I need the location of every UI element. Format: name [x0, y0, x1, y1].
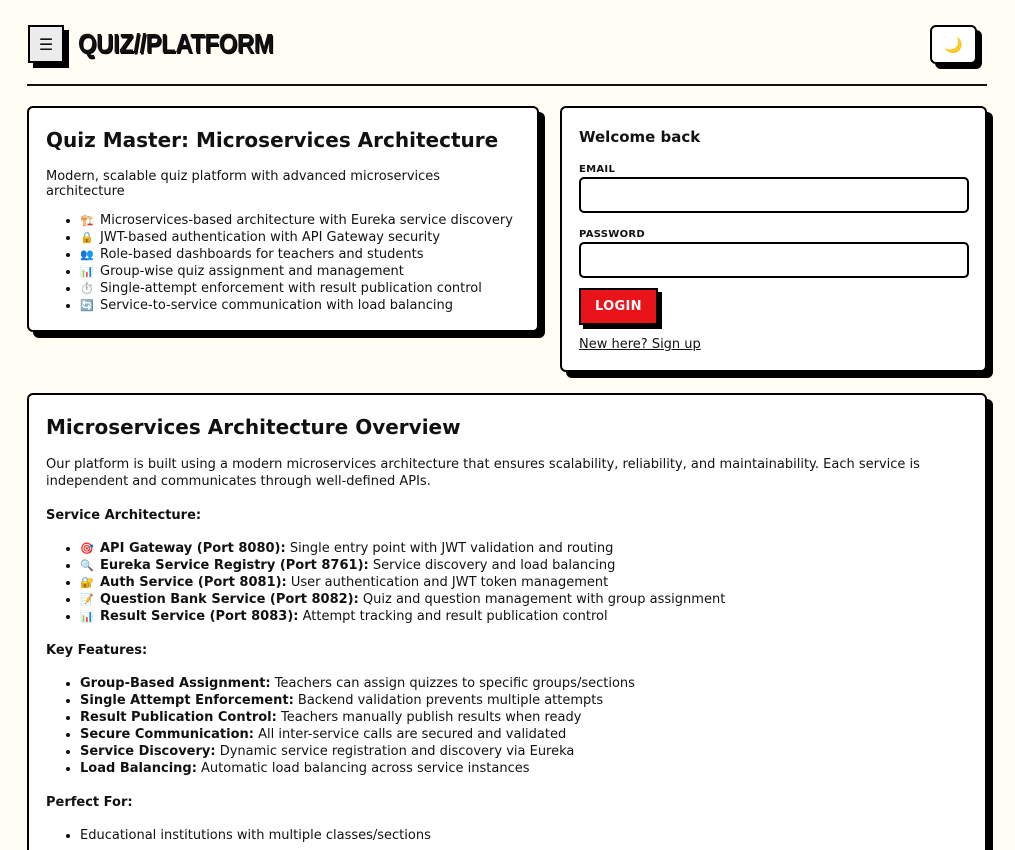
feature-text: JWT-based authentication with API Gateway security	[100, 230, 441, 245]
login-card	[560, 106, 987, 372]
list-item	[80, 263, 520, 280]
feature-name: Group-Based Assignment:	[80, 676, 271, 691]
theme-toggle-button[interactable]	[930, 25, 977, 64]
perfect-heading: Perfect For:	[46, 795, 133, 810]
construction-icon: 🏗️	[80, 214, 94, 227]
bar-chart-icon: 📊	[80, 610, 94, 623]
list-item	[80, 540, 968, 557]
service-desc: Quiz and question management with group assignment	[358, 592, 726, 607]
feature-desc: All inter-service calls are secured and validated	[253, 727, 567, 742]
feature-name: Service Discovery:	[80, 744, 216, 759]
feature-text: Service-to-service communication with load balancing	[100, 298, 453, 313]
signup-link[interactable]: New here? Sign up	[579, 337, 701, 352]
service-desc: Attempt tracking and result publication control	[298, 609, 608, 624]
hero-title: Quiz Master: Microservices Architecture	[46, 128, 499, 152]
list-item	[80, 760, 968, 777]
feature-text: Role-based dashboards for teachers and students	[100, 247, 424, 262]
key-feature-list	[46, 675, 968, 777]
list-item	[80, 574, 968, 591]
memo-icon: 📝	[80, 593, 94, 606]
feature-desc: Dynamic service registration and discovery via Eureka	[215, 744, 575, 759]
service-name: Eureka Service Registry (Port 8761):	[100, 558, 369, 573]
hamburger-icon: ☰	[38, 34, 54, 54]
email-field[interactable]	[579, 177, 969, 213]
list-item	[80, 557, 968, 574]
service-desc: Single entry point with JWT validation and routing	[285, 541, 614, 556]
list-item: • Educational institutions with multiple classes/sections	[80, 827, 968, 844]
menu-button[interactable]	[28, 25, 64, 63]
feature-desc: Automatic load balancing across service instances	[196, 761, 530, 776]
feature-name: Load Balancing:	[80, 761, 197, 776]
lock-key-icon: 🔐	[80, 576, 94, 589]
feature-desc: Teachers can assign quizzes to specific groups/sections	[270, 676, 635, 691]
list-item	[80, 743, 968, 760]
list-item	[80, 280, 520, 297]
feature-desc: Backend validation prevents multiple attempts	[293, 693, 604, 708]
magnifier-icon: 🔍	[80, 559, 94, 572]
overview-intro: Our platform is built using a modern microservices architecture that ensures scalability, reliability, and maintainability. Each service is independent and communicates through well-defined APIs.	[46, 457, 920, 489]
feature-name: Result Publication Control:	[80, 710, 277, 725]
list-item	[80, 692, 968, 709]
service-heading: Service Architecture:	[46, 508, 202, 523]
list-item	[80, 591, 968, 608]
service-name: Result Service (Port 8083):	[100, 609, 299, 624]
feature-text: Single-attempt enforcement with result publication control	[100, 281, 482, 296]
list-item	[80, 709, 968, 726]
password-label: PASSWORD	[579, 229, 646, 240]
target-icon: 🎯	[80, 542, 94, 555]
list-item	[80, 229, 520, 246]
perfect-for-list	[46, 827, 968, 844]
list-item	[80, 608, 968, 625]
refresh-icon: 🔄	[80, 299, 94, 312]
password-field[interactable]	[579, 242, 969, 278]
hero-card	[27, 106, 539, 332]
hero-subtitle: Modern, scalable quiz platform with advanced microservices architecture	[46, 169, 441, 199]
hero-feature-list	[46, 212, 520, 314]
bar-chart-icon: 📊	[80, 265, 94, 278]
login-button[interactable]: LOGIN	[579, 288, 658, 325]
list-item	[80, 726, 968, 743]
feature-text: Microservices-based architecture with Eureka service discovery	[100, 213, 513, 228]
moon-icon: 🌙	[944, 35, 963, 54]
features-heading: Key Features:	[46, 643, 148, 658]
service-desc: Service discovery and load balancing	[368, 558, 616, 573]
list-item	[80, 246, 520, 263]
service-desc: User authentication and JWT token management	[286, 575, 609, 590]
service-name: Question Bank Service (Port 8082):	[100, 592, 359, 607]
login-title: Welcome back	[579, 128, 701, 146]
brand-logo: QUIZ//PLATFORM	[78, 29, 274, 60]
header-divider	[27, 84, 987, 86]
list-item	[80, 297, 520, 314]
users-icon: 👥	[80, 248, 94, 261]
service-name: API Gateway (Port 8080):	[100, 541, 286, 556]
list-item	[80, 675, 968, 692]
stopwatch-icon: ⏱️	[80, 282, 94, 295]
feature-name: Single Attempt Enforcement:	[80, 693, 294, 708]
overview-title: Microservices Architecture Overview	[46, 415, 461, 439]
feature-name: Secure Communication:	[80, 727, 254, 742]
list-item	[80, 212, 520, 229]
service-list	[46, 540, 968, 625]
feature-text: Group-wise quiz assignment and management	[100, 264, 404, 279]
service-name: Auth Service (Port 8081):	[100, 575, 287, 590]
feature-desc: Teachers manually publish results when ready	[276, 710, 582, 725]
lock-icon: 🔒	[80, 231, 94, 244]
overview-card	[27, 393, 987, 850]
email-label: EMAIL	[579, 164, 616, 175]
